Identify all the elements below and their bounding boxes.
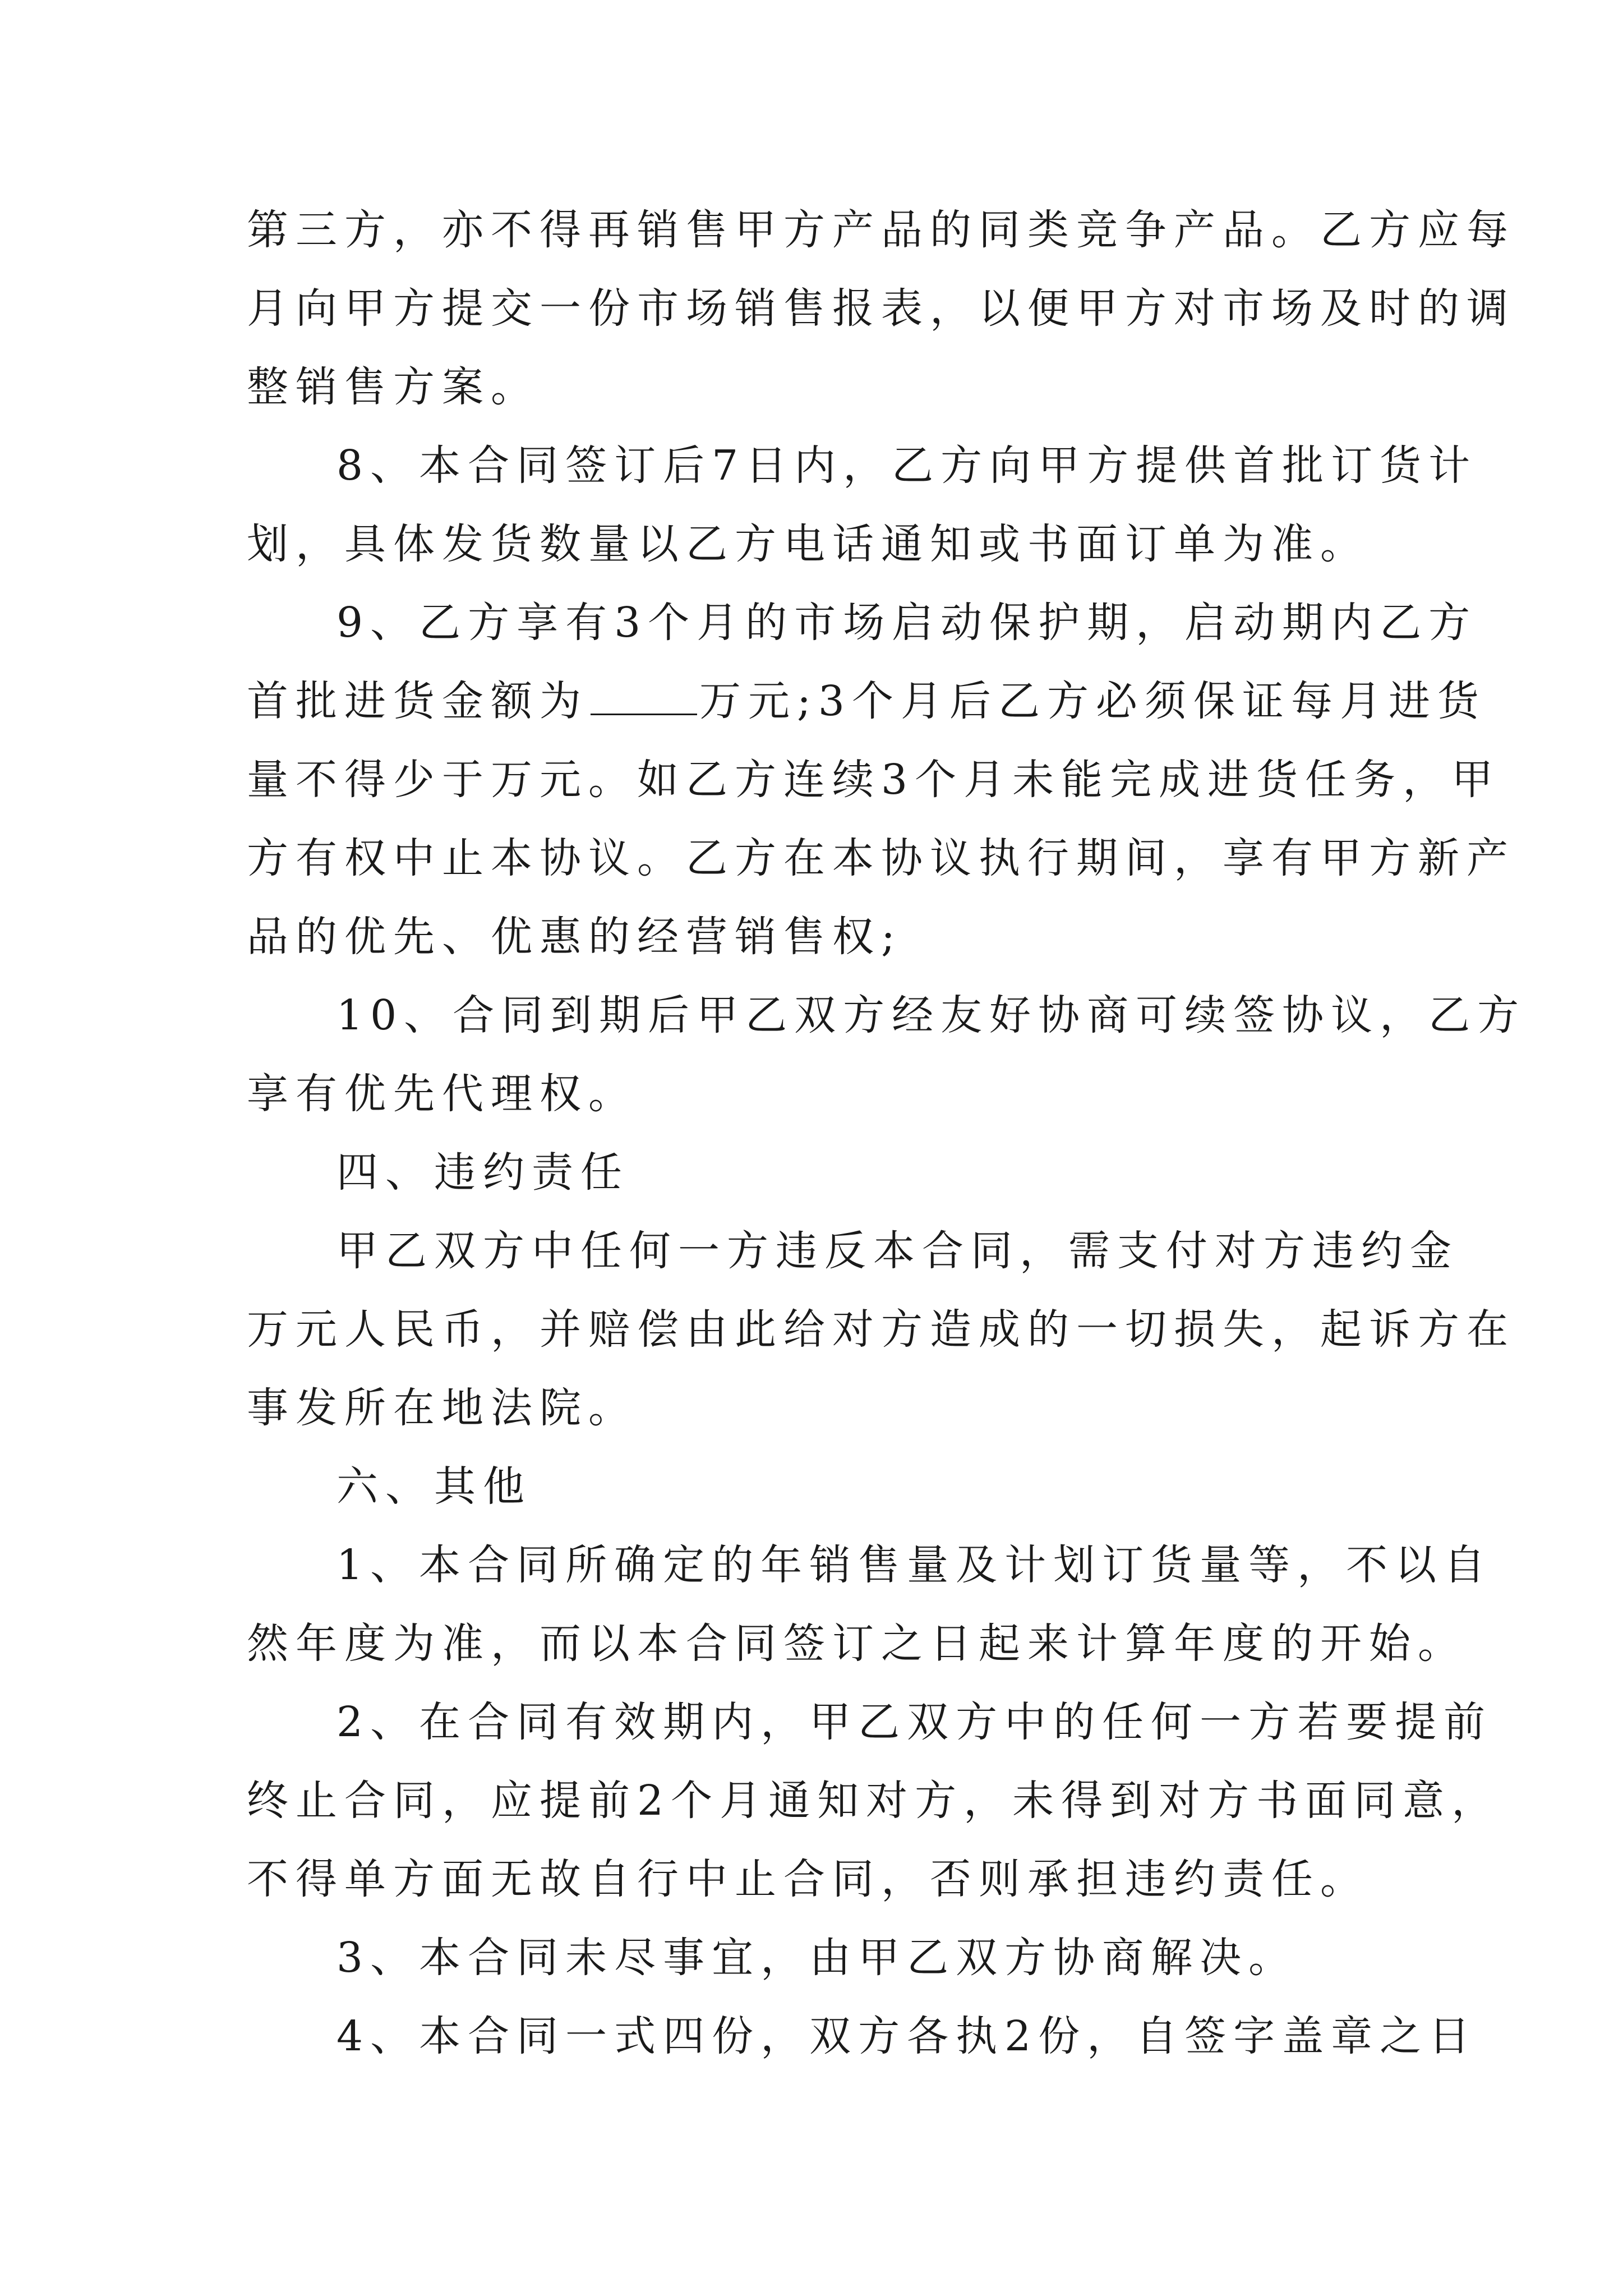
body-line: 事发所在地法院。 <box>247 1384 637 1432</box>
other-clause-3-line: 3、本合同未尽事宜，由甲乙双方协商解决。 <box>336 1934 1298 1982</box>
section-heading: 四、违约责任 <box>336 1148 629 1197</box>
body-line: 万元人民币，并赔偿由此给对方造成的一切损失，起诉方在 <box>247 1305 1515 1354</box>
line-text: 首批进货金额为 <box>247 677 588 725</box>
body-line: 甲乙双方中任何一方违反本合同，需支付对方违约金 <box>336 1227 1459 1275</box>
body-line: 终止合同，应提前2个月通知对方，未得到对方书面同意， <box>247 1777 1501 1825</box>
body-line: 方有权中止本协议。乙方在本协议执行期间，享有甲方新产 <box>247 834 1515 882</box>
body-line: 品的优先、优惠的经营销售权; <box>247 913 902 961</box>
body-line: 享有优先代理权。 <box>247 1070 637 1118</box>
body-line: 量不得少于万元。如乙方连续3个月未能完成进货任务，甲 <box>247 756 1501 804</box>
body-line: 然年度为准，而以本合同签订之日起来计算年度的开始。 <box>247 1619 1467 1668</box>
other-clause-2-line: 2、在合同有效期内，甲乙双方中的任何一方若要提前 <box>336 1698 1493 1746</box>
body-line-with-blank <box>247 673 1486 729</box>
other-clause-1-line: 1、本合同所确定的年销售量及计划订货量等，不以自 <box>336 1541 1493 1589</box>
clause-10-line: 10、合同到期后甲乙双方经友好协商可续签协议，乙方 <box>336 991 1527 1039</box>
line-text: 万元;3个月后乙方必须保证每月进货 <box>699 677 1487 725</box>
clause-9-line: 9、乙方享有3个月的市场启动保护期，启动期内乙方 <box>336 599 1478 647</box>
section-heading: 六、其他 <box>336 1462 532 1511</box>
other-clause-4-line: 4、本合同一式四份，双方各执2份，自签字盖章之日 <box>336 2012 1478 2060</box>
body-line: 月向甲方提交一份市场销售报表，以便甲方对市场及时的调 <box>247 284 1515 333</box>
fill-in-blank <box>591 674 697 715</box>
body-line: 划，具体发货数量以乙方电话通知或书面订单为准。 <box>247 520 1369 568</box>
body-line: 不得单方面无故自行中止合同，否则承担违约责任。 <box>247 1855 1369 1903</box>
body-line: 整销售方案。 <box>247 363 540 411</box>
clause-8-line: 8、本合同签订后7日内，乙方向甲方提供首批订货计 <box>336 441 1478 490</box>
body-line: 第三方，亦不得再销售甲方产品的同类竞争产品。乙方应每 <box>247 206 1515 254</box>
